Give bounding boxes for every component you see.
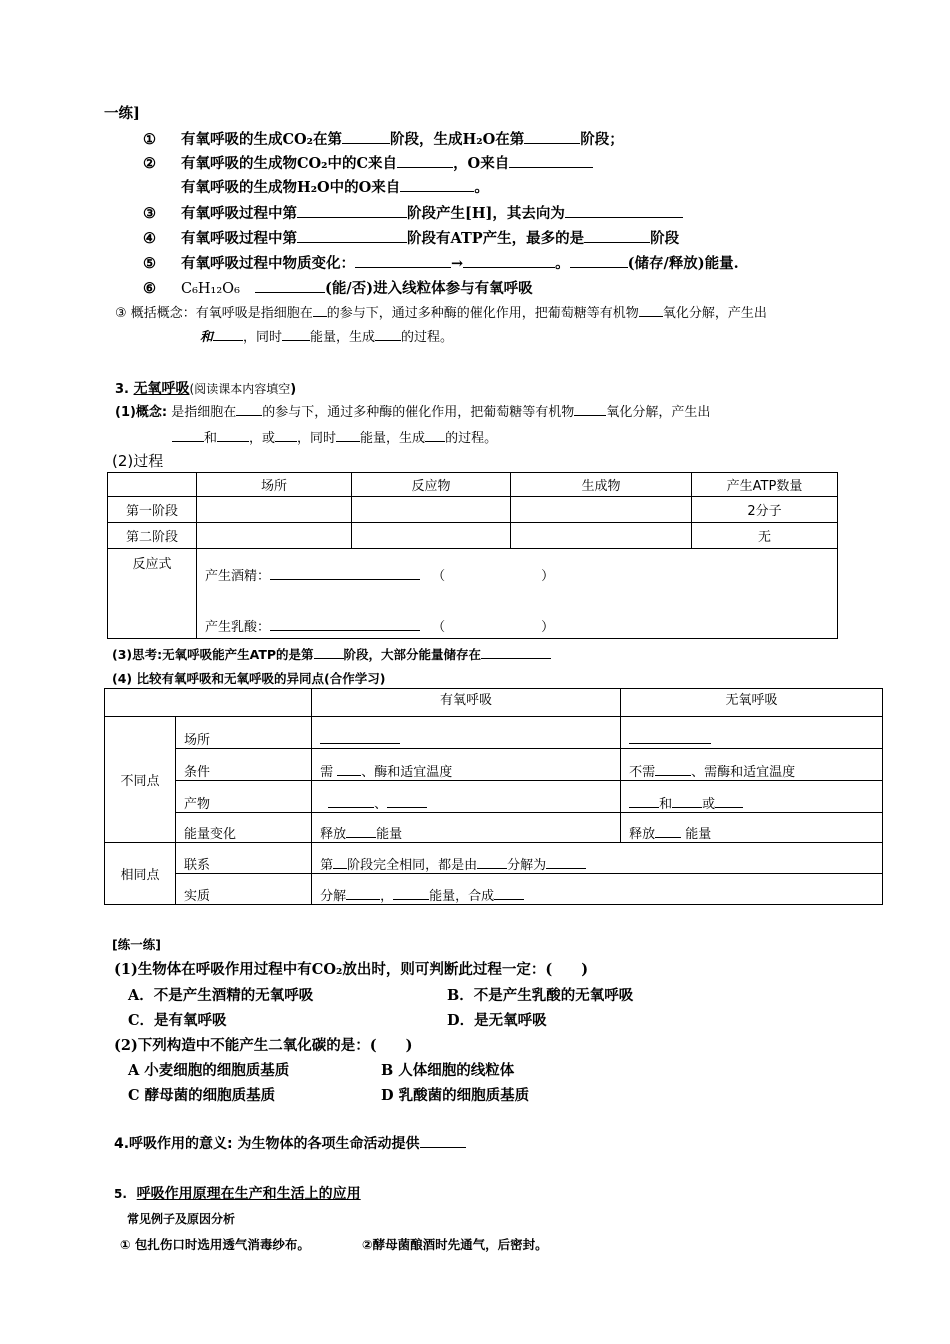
section-3-concept-1: (1)概念: 是指细胞在 的参与下，通过多种酶的催化作用，把葡萄糖等有机物 氧化分解，产生出 bbox=[115, 405, 711, 420]
example-1: ① 包扎伤口时选用透气消毒纱布。 bbox=[120, 1237, 310, 1252]
q2-option-b[interactable]: B 人体细胞的线粒体 bbox=[381, 1062, 515, 1079]
stage-2: 第二阶段 bbox=[108, 523, 197, 549]
stage-1-atp: 2分子 bbox=[692, 497, 838, 523]
compare-table: 有氧呼吸 无氧呼吸 不同点 场所 条件 需 、酶和适宜温度 不需 、需酶和适宜温度 产物 、 和 或 能量变化 释放 能量 释放 能量 相同点 联系 第 阶段完全相同，都是由 分解为 实质 分解 ， 能量，合成 bbox=[104, 688, 883, 905]
cell-blank[interactable] bbox=[511, 523, 692, 549]
alcohol-label: 产生酒精： bbox=[205, 568, 271, 584]
compare-label: (4) 比较有氧呼吸和无氧呼吸的异同点(合作学习) bbox=[112, 671, 386, 686]
row-place: 场所 bbox=[176, 717, 312, 749]
diff-label: 不同点 bbox=[105, 717, 176, 843]
q1-option-b[interactable]: B．不是产生乳酸的无氧呼吸 bbox=[447, 987, 634, 1004]
process-table bbox=[107, 472, 838, 639]
section-4: 4.呼吸作用的意义: 为生物体的各项生命活动提供 bbox=[114, 1133, 466, 1153]
practice-header: 一练] bbox=[104, 105, 140, 122]
stage-1: 第一阶段 bbox=[108, 497, 197, 523]
cell-blank[interactable] bbox=[352, 497, 511, 523]
practice-item-1: ① 有氧呼吸的生成CO₂在第 阶段，生成H₂O在第 阶段； bbox=[143, 131, 624, 148]
think-line: (3)思考:无氧呼吸能产生ATP的是第 阶段，大部分能量储存在 bbox=[112, 645, 551, 663]
row-essence: 实质 bbox=[176, 874, 312, 905]
cell-blank[interactable] bbox=[352, 523, 511, 549]
practice-item-6: ⑥ C₆H₁₂O₆ (能/否)进入线粒体参与有氧呼吸 bbox=[143, 280, 533, 297]
q2-option-a[interactable]: A 小麦细胞的细胞质基质 bbox=[128, 1062, 290, 1079]
question-2: (2)下列构造中不能产生二氧化碳的是：( ) bbox=[114, 1037, 413, 1054]
q1-option-c[interactable]: C．是有氧呼吸 bbox=[128, 1012, 227, 1029]
col-aerobic: 有氧呼吸 bbox=[312, 689, 621, 717]
q1-option-a[interactable]: A．不是产生酒精的无氧呼吸 bbox=[128, 987, 314, 1004]
process-label: (2)过程 bbox=[112, 452, 164, 470]
reaction-label: 反应式 bbox=[108, 549, 197, 639]
cell-blank[interactable] bbox=[197, 523, 352, 549]
section-5-title: 5. 呼吸作用原理在生产和生活上的应用 bbox=[114, 1186, 361, 1202]
lactic-label: 产生乳酸： bbox=[205, 619, 271, 635]
q2-option-d[interactable]: D 乳酸菌的细胞质基质 bbox=[381, 1087, 530, 1104]
col-anaerobic: 无氧呼吸 bbox=[621, 689, 883, 717]
row-energy: 能量变化 bbox=[176, 813, 312, 843]
exercise-header: [练一练] bbox=[112, 937, 161, 952]
reaction-cell: 产生酒精： （ ） 产生乳酸： （ ） bbox=[197, 549, 838, 639]
stage-2-atp: 无 bbox=[692, 523, 838, 549]
row-link: 联系 bbox=[176, 843, 312, 874]
practice-item-5: ⑤ 有氧呼吸过程中物质变化： → 。 (储存/释放)能量. bbox=[143, 255, 739, 272]
row-product: 产物 bbox=[176, 781, 312, 813]
header-product: 生成物 bbox=[511, 473, 692, 497]
example-2: ②酵母菌酿酒时先通气，后密封。 bbox=[362, 1237, 548, 1252]
header-reactant: 反应物 bbox=[352, 473, 511, 497]
q1-option-d[interactable]: D．是无氧呼吸 bbox=[447, 1012, 547, 1029]
same-label: 相同点 bbox=[105, 843, 176, 905]
row-cond: 条件 bbox=[176, 749, 312, 781]
header-atp: 产生ATP数量 bbox=[692, 473, 838, 497]
practice-item-4: ④ 有氧呼吸过程中第 阶段有ATP产生，最多的是 阶段 bbox=[143, 230, 680, 247]
section-3-concept-2: 和 ，或 ，同时 能量，生成 的过程。 bbox=[172, 427, 497, 446]
concept-line-2: 和 ，同时 能量，生成 的过程。 bbox=[200, 330, 454, 345]
practice-item-2b: 有氧呼吸的生成物H₂O中的O来自 。 bbox=[181, 179, 489, 196]
examples-label: 常见例子及原因分析 bbox=[127, 1212, 236, 1226]
section-3-title: 3. 无氧呼吸(阅读课本内容填空) bbox=[115, 381, 297, 397]
header-place: 场所 bbox=[197, 473, 352, 497]
practice-item-2: ② 有氧呼吸的生成物CO₂中的C来自 ，O来自 bbox=[143, 152, 593, 173]
cell-blank[interactable] bbox=[511, 497, 692, 523]
question-1: (1)生物体在呼吸作用过程中有CO₂放出时，则可判断此过程一定：( ) bbox=[114, 961, 589, 978]
concept-line-1: ③ 概括概念：有氧呼吸是指细胞在 的参与下，通过多种酶的催化作用，把葡萄糖等有机物 氧化分解，产生出 bbox=[115, 306, 767, 321]
cell-blank[interactable] bbox=[197, 497, 352, 523]
q2-option-c[interactable]: C 酵母菌的细胞质基质 bbox=[128, 1087, 276, 1104]
practice-item-3: ③ 有氧呼吸过程中第 阶段产生[H]，其去向为 bbox=[143, 202, 683, 223]
